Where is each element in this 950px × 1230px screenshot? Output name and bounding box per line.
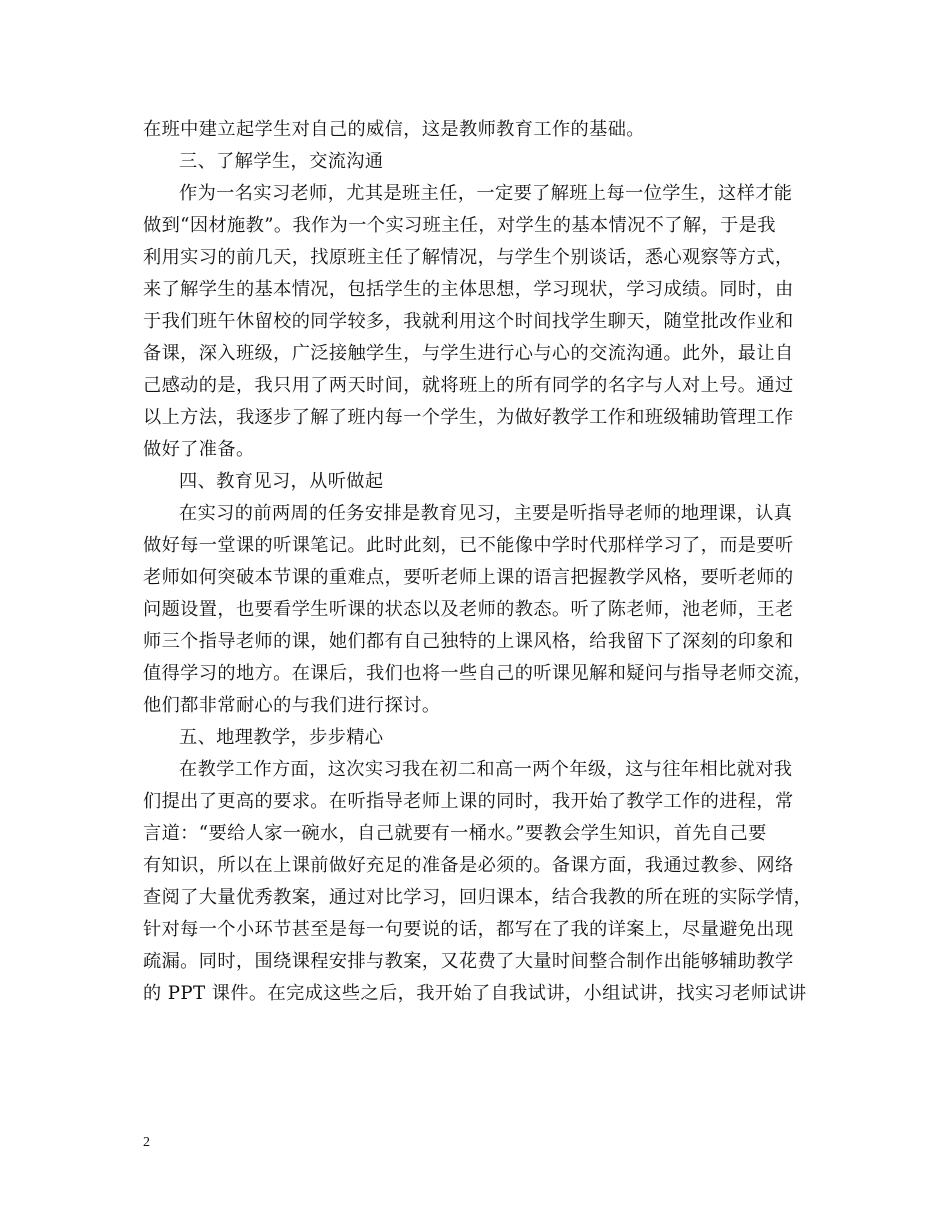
text-line: 值得学习的地方。在课后，我们也将一些自己的听课见解和疑问与指导老师交流，: [143, 663, 813, 684]
text-line: 己感动的是，我只用了两天时间，就将班上的所有同学的名字与人对上号。通过: [143, 375, 794, 396]
text-line: 做好每一堂课的听课笔记。此时此刻，已不能像中学时代那样学习了，而是要听: [143, 535, 794, 556]
text-line: 的 PPT 课件。在完成这些之后，我开始了自我试讲，小组试讲，找实习老师试讲: [143, 983, 807, 1004]
text-line: 利用实习的前几天，找原班主任了解情况，与学生个别谈话，悉心观察等方式，: [143, 247, 794, 268]
text-line: 针对每一个小环节甚至是每一句要说的话，都写在了我的详案上，尽量避免出现: [143, 919, 794, 940]
text-line: 他们都非常耐心的与我们进行探讨。: [143, 695, 441, 716]
section-heading: 四、教育见习，从听做起: [179, 471, 384, 492]
page-number: 2: [143, 1135, 150, 1150]
text-line: 问题设置，也要看学生听课的状态以及老师的教态。听了陈老师，池老师，王老: [143, 599, 794, 620]
section-heading: 五、地理教学，步步精心: [179, 727, 384, 748]
text-line: 做好了准备。: [143, 439, 255, 460]
text-line: 师三个指导老师的课，她们都有自己独特的上课风格，给我留下了深刻的印象和: [143, 631, 794, 652]
text-line: 有知识，所以在上课前做好充足的准备是必须的。备课方面，我通过教参、网络: [143, 855, 794, 876]
text-line: 们提出了更高的要求。在听指导老师上课的同时，我开始了教学工作的进程，常: [143, 791, 794, 812]
text-line: 以上方法，我逐步了解了班内每一个学生，为做好教学工作和班级辅助管理工作: [143, 407, 794, 428]
section-heading: 三、了解学生，交流沟通: [179, 151, 384, 172]
text-line: 言道：“要给人家一碗水，自己就要有一桶水。”要教会学生知识，首先自己要: [143, 823, 767, 844]
document-body: [143, 114, 826, 1010]
text-line: 来了解学生的基本情况，包括学生的主体思想，学习现状，学习成绩。同时，由: [143, 279, 794, 300]
text-line: 做到“因材施教”。我作为一个实习班主任，对学生的基本情况不了解，于是我: [143, 215, 776, 236]
text-line: 备课，深入班级，广泛接触学生，与学生进行心与心的交流沟通。此外，最让自: [143, 343, 794, 364]
paragraph-first-line: 在教学工作方面，这次实习我在初二和高一两个年级，这与往年相比就对我: [179, 759, 793, 780]
text-line: 老师如何突破本节课的重难点，要听老师上课的语言把握教学风格，要听老师的: [143, 567, 794, 588]
text-line: 于我们班午休留校的同学较多，我就利用这个时间找学生聊天，随堂批改作业和: [143, 311, 794, 332]
text-line: 在班中建立起学生对自己的威信，这是教师教育工作的基础。: [143, 119, 645, 140]
text-line: 疏漏。同时，围绕课程安排与教案，又花费了大量时间整合制作出能够辅助教学: [143, 951, 794, 972]
paragraph-first-line: 在实习的前两周的任务安排是教育见习，主要是听指导老师的地理课，认真: [179, 503, 793, 524]
text-line: 查阅了大量优秀教案，通过对比学习，回归课本，结合我教的所在班的实际学情，: [143, 887, 813, 908]
paragraph-first-line: 作为一名实习老师，尤其是班主任，一定要了解班上每一位学生，这样才能: [179, 183, 793, 204]
